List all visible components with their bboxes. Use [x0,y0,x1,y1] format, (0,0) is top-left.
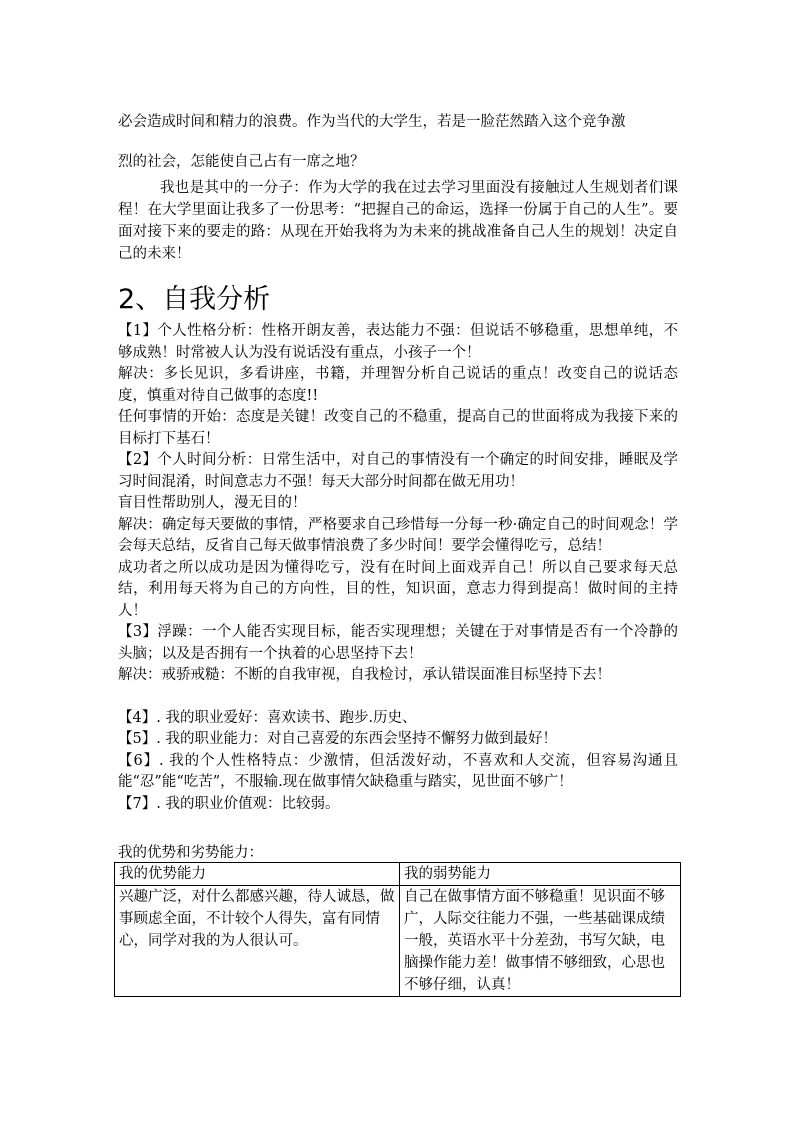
analysis-paragraph: 【3】浮躁：一个人能否实现目标，能否实现理想；关键在于对事情是否有一个冷静的头脑；以及是否拥有一个执着的心思坚持下去！ [118,624,678,662]
table-title: 我的优势和劣势能力： [118,845,263,861]
analysis-paragraph: 【1】个人性格分析：性格开朗友善，表达能力不强：但说话不够稳重，思想单纯，不够成熟！时常被人认为没有说话没有重点，小孩子一个！ [118,323,678,361]
header-strengths: 我的优势能力 [115,863,400,886]
analysis-paragraph: 解决：确定每天要做的事情，严格要求自己珍惜每一分每一秒·确定自己的时间观念！学会每天总结，反省自己每天做事情浪费了多少时间！要学会懂得吃亏，总结！ [118,516,678,554]
analysis-paragraph: 【5】. 我的职业能力：对自己喜爱的东西会坚持不懈努力做到最好！ [118,731,557,747]
analysis-paragraph: 盲目性帮助别人，漫无目的！ [118,495,307,511]
analysis-paragraph: 【4】. 我的职业爱好：喜欢读书、跑步.历史、 [118,709,417,726]
analysis-paragraph: 【7】. 我的职业价值观：比较弱。 [118,795,340,812]
analysis-paragraph: 【6】. 我的个人性格特点：少激情，但活泼好动，不喜欢和人交流，但容易沟通且能“忍”能“吃苦”，不服输.现在做事情欠缺稳重与踏实，见世面不够广！ [118,752,678,790]
intro-line-1: 必会造成时间和精力的浪费。作为当代的大学生，若是一脸茫然踏入这个竞争激 [118,114,626,130]
self-analysis-body [118,321,678,815]
paragraph-spacer [118,687,678,708]
analysis-paragraph: 任何事情的开始：态度是关键！改变自己的不稳重，提高自己的世面将成为我接下来的目标打下基石！ [118,409,678,447]
strengths-weaknesses-table [114,862,681,997]
cell-strengths: 兴趣广泛，对什么都感兴趣，待人诚恳，做事顾虑全面，不计较个人得失，富有同情心，同学对我的为人很认可。 [115,886,400,997]
cell-weaknesses: 自己在做事情方面不够稳重！见识面不够广，人际交往能力不强，一些基础课成绩一般，英语水平十分差劲，书写欠缺，电脑操作能力差！做事情不够细致，心思也不够仔细，认真！ [400,886,681,997]
table-header-row [115,863,681,886]
intro-paragraph: 我也是其中的一分子：作为大学的我在过去学习里面没有接触过人生规划者们课程！在大学里面让我多了一份思考：“把握自己的命运，选择一份属于自己的人生”。要面对接下来的要走的路：从现在开始我将为为未来的挑战准备自己人生的规划！决定自己的未来！ [118,180,678,262]
intro-line-2: 烈的社会，怎能使自己占有一席之地？ [118,154,365,170]
header-weaknesses: 我的弱势能力 [400,863,681,886]
table-row [115,886,681,997]
analysis-paragraph: 成功者之所以成功是因为懂得吃亏，没有在时间上面戏弄自己！所以自己要求每天总结，利用每天将为自己的方向性，目的性，知识面，意志力得到提高！做时间的主持人！ [118,559,678,619]
analysis-paragraph: 解决：戒骄戒糙：不断的自我审视，自我检讨，承认错误面准目标坚持下去！ [118,667,611,683]
analysis-paragraph: 【2】个人时间分析：日常生活中，对自己的事情没有一个确定的时间安排，睡眠及学习时间混淆，时间意志力不强！每天大部分时间都在做无用功！ [118,452,678,490]
analysis-paragraph: 解决：多长见识，多看讲座，书籍，并理智分析自己说话的重点！改变自己的说话态度，慎重对待自己做事的态度!! [118,366,678,404]
section-heading: 2、自我分析 [118,284,271,315]
